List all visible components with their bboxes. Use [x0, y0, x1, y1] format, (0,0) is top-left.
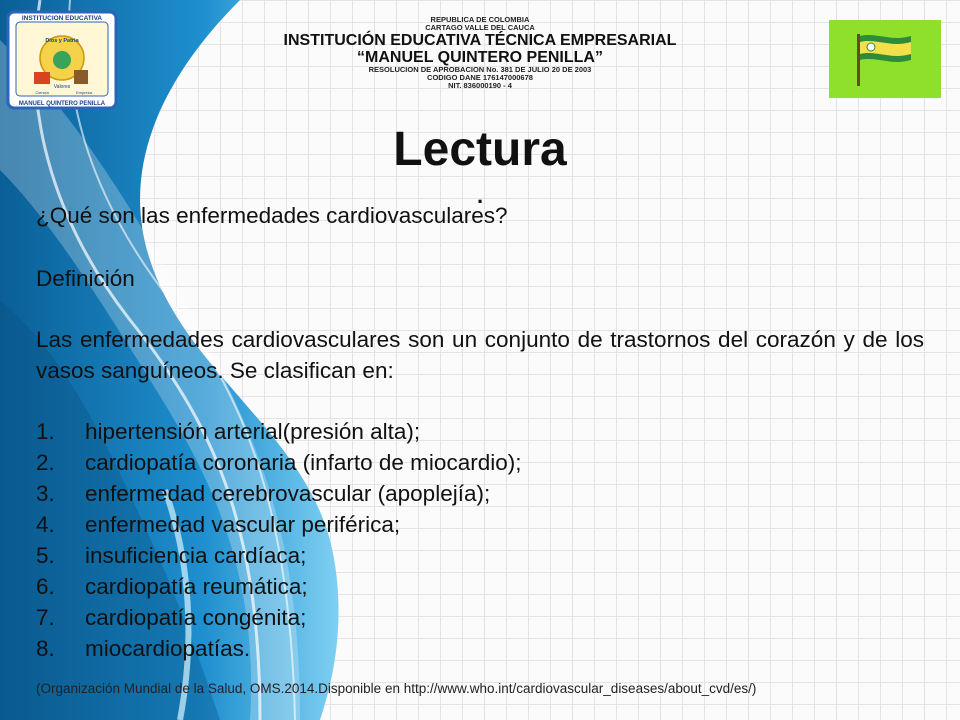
list-text: hipertensión arterial(presión alta); [85, 419, 421, 444]
svg-text:Empresa: Empresa [75, 90, 93, 95]
flag-icon [851, 30, 921, 88]
list-number: 5. [36, 543, 55, 568]
svg-text:MANUEL QUINTERO PENILLA: MANUEL QUINTERO PENILLA [18, 101, 106, 107]
list-item [36, 540, 924, 571]
classification-list [36, 416, 924, 664]
list-item [36, 416, 924, 447]
list-item [36, 602, 924, 633]
list-item [36, 509, 924, 540]
list-text: cardiopatía congénita; [85, 605, 307, 630]
citation-text: (Organización Mundial de la Salud, OMS.2014.Disponible en http://www.who.int/cardiovascular_diseases/about_cvd/es/) [36, 681, 757, 696]
list-item [36, 478, 924, 509]
list-number: 2. [36, 450, 55, 475]
list-number: 4. [36, 512, 55, 537]
country-text: REPUBLICA DE COLOMBIA [430, 15, 530, 24]
list-number: 3. [36, 481, 55, 506]
location-text: CARTAGO VALLE DEL CAUCA [425, 23, 535, 32]
flag-image [829, 20, 941, 98]
svg-text:Valores: Valores [53, 84, 71, 90]
svg-text:Ciencia: Ciencia [35, 90, 49, 95]
resolution-text: RESOLUCION DE APROBACION No. 381 DE JULIO 20 DE 2003 [368, 65, 592, 74]
institution-subname: “MANUEL QUINTERO PENILLA” [357, 49, 603, 66]
list-text: cardiopatía coronaria (infarto de miocardio); [85, 450, 522, 475]
dane-code-text: CODIGO DANE 176147000678 [427, 73, 533, 82]
list-text: enfermedad cerebrovascular (apoplejía); [85, 481, 491, 506]
list-text: enfermedad vascular periférica; [85, 512, 401, 537]
list-text: cardiopatía reumática; [85, 574, 308, 599]
title-dot: . [477, 183, 484, 208]
list-item [36, 633, 924, 664]
definition-label: Definición [36, 266, 135, 291]
list-number: 7. [36, 605, 55, 630]
svg-text:INSTITUCION EDUCATIVA: INSTITUCION EDUCATIVA [21, 15, 103, 22]
list-item [36, 447, 924, 478]
school-logo [6, 10, 118, 110]
reading-content [36, 200, 924, 664]
list-text: insuficiencia cardíaca; [85, 543, 307, 568]
page-title: Lectura [393, 123, 567, 176]
question-heading: ¿Qué son las enfermedades cardiovasculares? [36, 203, 508, 228]
list-number: 1. [36, 419, 55, 444]
list-number: 6. [36, 574, 55, 599]
nit-text: NIT. 836000190 - 4 [448, 81, 512, 90]
institution-header [150, 16, 810, 90]
definition-paragraph: Las enfermedades cardiovasculares son un conjunto de trastornos del corazón y de los vasos sanguíneos. Se clasifican en: [36, 327, 924, 383]
list-text: miocardiopatías. [85, 636, 251, 661]
list-number: 8. [36, 636, 55, 661]
svg-text:Dios y Patria: Dios y Patria [45, 38, 79, 44]
list-item [36, 571, 924, 602]
institution-name: INSTITUCIÓN EDUCATIVA TÉCNICA EMPRESARIAL [283, 32, 677, 49]
